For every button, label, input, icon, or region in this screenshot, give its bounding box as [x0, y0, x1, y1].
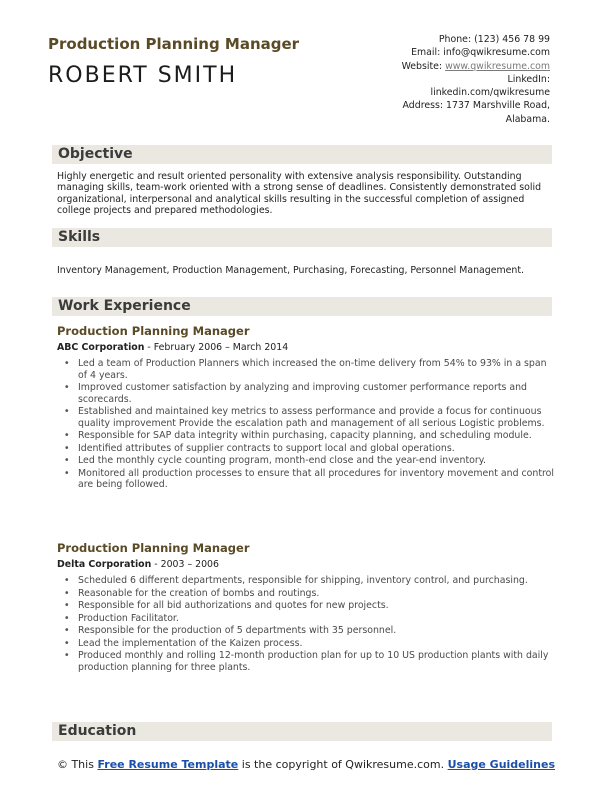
job-1-dates: - February 2006 – March 2014 — [144, 342, 289, 353]
job-2-title: Production Planning Manager — [57, 541, 250, 555]
header-job-title: Production Planning Manager — [48, 35, 300, 53]
contact-email — [310, 46, 550, 59]
list-item: • Responsible for the production of 5 departments with 35 personnel. — [57, 625, 555, 637]
list-item: • Monitored all production processes to ensure that all procedures for inventory movement and control are being followed. — [57, 468, 555, 491]
usage-guidelines-link[interactable]: Usage Guidelines — [447, 758, 556, 771]
list-item: • Led a team of Production Planners which increased the on-time delivery from 54% to 93% in a span of 4 years. — [57, 358, 555, 381]
job-2-company: Delta Corporation — [57, 559, 152, 570]
email-label: Email: — [411, 47, 441, 59]
contact-block — [310, 33, 550, 126]
footer-middle: is the copyright of Qwikresume.com. — [238, 758, 448, 771]
skills-section-bar — [52, 228, 552, 247]
email-value[interactable]: info@qwikresume.com — [443, 47, 550, 59]
phone-label: Phone: — [438, 34, 472, 45]
address-line1: 1737 Marshville Road, — [446, 100, 550, 112]
objective-text: Highly energetic and result oriented personality with extensive analysis responsibility. Outstanding managing skills, team-work oriented with a strong sense of deadlines. Consistently demonstrated solid organizational, interpersonal and analytical skills resulting in the successful completion of assigned college projects and prepared methodologies. — [57, 171, 542, 216]
contact-address — [310, 99, 550, 112]
candidate-name: ROBERT SMITH — [48, 63, 238, 88]
skills-text: Inventory Management, Production Management, Purchasing, Forecasting, Personnel Management. — [57, 265, 524, 276]
list-item: • Responsible for SAP data integrity within purchasing, capacity planning, and scheduling module. — [57, 430, 555, 442]
free-resume-template-link[interactable]: Free Resume Template — [97, 758, 239, 771]
job-2-bullets — [57, 575, 555, 674]
footer-prefix: © This — [56, 758, 98, 771]
contact-address-line2: Alabama. — [505, 113, 550, 125]
footer-copyright — [0, 758, 612, 772]
skills-heading: Skills — [58, 229, 101, 245]
job-1-bullets — [57, 358, 555, 492]
website-link[interactable]: www.qwikresume.com — [445, 60, 550, 72]
list-item: • Reasonable for the creation of bombs and routings. — [57, 588, 555, 600]
education-heading: Education — [58, 723, 137, 739]
address-label: Address: — [402, 100, 444, 112]
contact-website — [310, 60, 550, 73]
website-label: Website: — [401, 60, 443, 72]
education-section-bar — [52, 722, 552, 741]
job-1-company: ABC Corporation — [57, 342, 145, 353]
contact-linkedin-value[interactable]: linkedin.com/qwikresume — [430, 87, 550, 99]
job-1-title: Production Planning Manager — [57, 324, 250, 338]
objective-heading: Objective — [58, 146, 133, 162]
list-item: • Responsible for all bid authorizations and quotes for new projects. — [57, 600, 555, 612]
list-item: • Established and maintained key metrics to assess performance and provide a focus for continuous quality improvement Provide the escalation path and management of all serious Logistic problems. — [57, 406, 555, 429]
list-item: • Lead the implementation of the Kaizen process. — [57, 638, 555, 650]
work-section-bar — [52, 297, 552, 316]
list-item: • Scheduled 6 different departments, responsible for shipping, inventory control, and purchasing. — [57, 575, 555, 587]
objective-section-bar — [52, 145, 552, 164]
phone-value: (123) 456 78 99 — [474, 34, 550, 45]
list-item: • Improved customer satisfaction by analyzing and improving customer performance reports and scorecards. — [57, 382, 555, 405]
work-heading: Work Experience — [58, 298, 191, 314]
job-1-company-line — [57, 342, 288, 353]
job-2-dates: - 2003 – 2006 — [151, 559, 219, 570]
contact-linkedin-label: LinkedIn: — [507, 73, 550, 85]
list-item: • Produced monthly and rolling 12-month production plan for up to 10 US production plants with daily production planning for three plants. — [57, 650, 555, 673]
list-item: • Production Facilitator. — [57, 613, 555, 625]
list-item: • Identified attributes of supplier contracts to support local and global operations. — [57, 443, 555, 455]
job-2-company-line — [57, 559, 219, 570]
contact-phone — [310, 33, 550, 46]
list-item: • Led the monthly cycle counting program, month-end close and the year-end inventory. — [57, 455, 555, 467]
